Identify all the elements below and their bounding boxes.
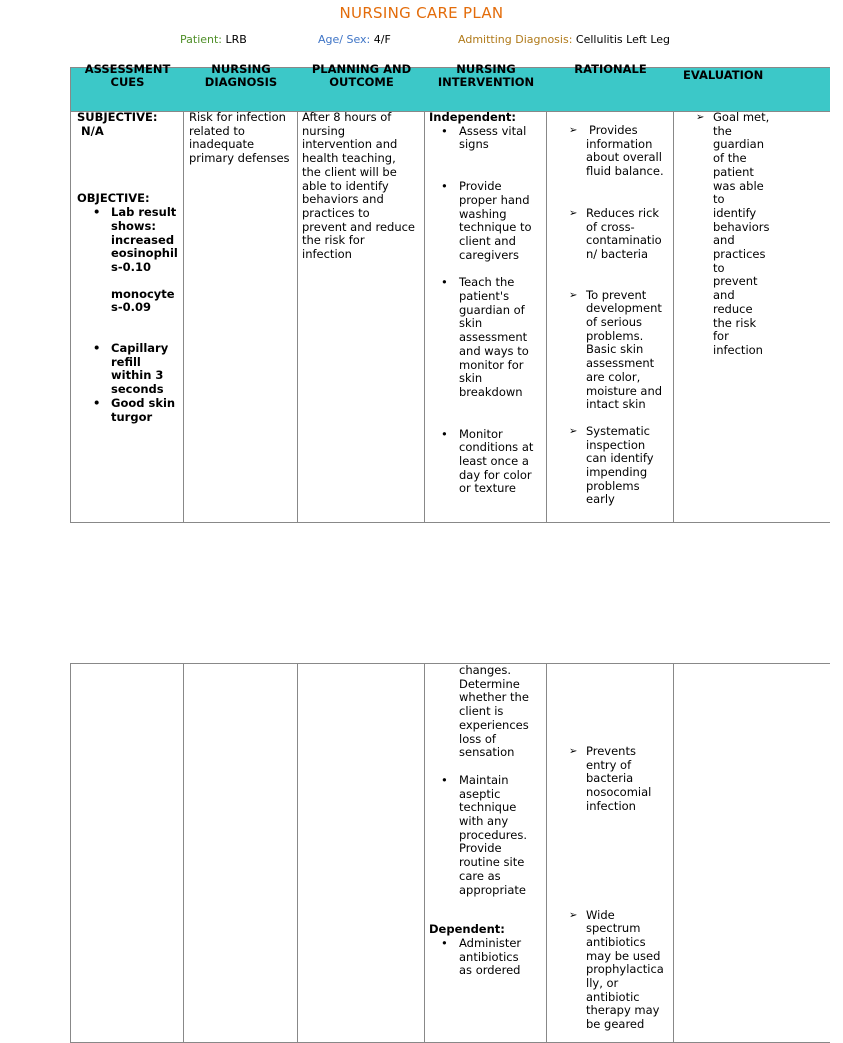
table-header-row xyxy=(71,62,830,112)
header-rationale: RATIONALE xyxy=(574,62,647,76)
patient-label: Patient: xyxy=(180,33,223,46)
list-item: • Administer antibiotics as ordered xyxy=(425,937,547,978)
care-plan-table-page-2 xyxy=(70,663,830,1043)
independent-label: Independent: xyxy=(429,110,517,124)
list-item: ➢ Goal met, the guardian of the patient was able to identify behaviors and practices to prevent and reduce the risk for infection xyxy=(696,111,776,358)
age-sex-label: Age/ Sex: xyxy=(318,33,371,46)
patient-value: LRB xyxy=(225,33,247,46)
admitting-diagnosis-info xyxy=(458,33,670,46)
list-item: ➢ Prevents entry of bacteria nosocomial infection xyxy=(569,745,673,909)
list-item: • Monitor conditions at least once a day for color or texture xyxy=(425,428,547,497)
patient-info xyxy=(180,33,247,46)
list-item: • Provide proper hand washing technique to client and caregivers xyxy=(425,180,547,276)
list-item: • Capillary refill within 3 seconds xyxy=(77,342,182,397)
header-evaluation: EVALUATION xyxy=(683,68,764,82)
assessment-cues-cell xyxy=(77,111,182,424)
rationale-list xyxy=(569,124,673,507)
rationale-continued-cell xyxy=(569,745,673,1032)
list-item: ➢ Wide spectrum antibiotics may be used prophylactica lly, or antibiotic therapy may be geared xyxy=(569,909,673,1032)
header-nursing-intervention: NURSING INTERVENTION xyxy=(437,62,535,89)
nursing-intervention-continued-cell xyxy=(429,664,547,978)
evaluation-cell xyxy=(696,111,776,358)
objective-list xyxy=(77,206,182,424)
care-plan-table-page-1 xyxy=(70,62,830,523)
list-item: ➢ Provides information about overall fluid balance. xyxy=(569,124,673,207)
header-planning-outcome: PLANNING AND OUTCOME xyxy=(311,62,412,89)
rationale-cell xyxy=(569,124,673,507)
dependent-intervention-list xyxy=(425,937,547,978)
intervention-list-continued xyxy=(425,664,547,923)
dependent-label: Dependent: xyxy=(429,922,505,937)
age-sex-info xyxy=(318,33,391,46)
evaluation-list xyxy=(696,111,776,358)
list-item: • Lab result shows: increased eosinophil s-0.10 monocyte s-0.09 xyxy=(77,206,182,342)
subjective-label: SUBJECTIVE: xyxy=(77,110,158,124)
list-item: ➢ Reduces rick of cross- contaminatio n/ bacteria xyxy=(569,207,673,289)
list-item: changes. Determine whether the client is experiences loss of sensation xyxy=(459,663,529,760)
age-sex-value: 4/F xyxy=(373,33,391,46)
list-item: • Assess vital signs xyxy=(425,125,547,180)
list-item: • Maintain aseptic technique with any procedures. Provide routine site care as appropriate xyxy=(425,774,547,923)
list-item: ➢ Systematic inspection can identify impending problems early xyxy=(569,425,673,507)
admitting-diagnosis-label: Admitting Diagnosis: xyxy=(458,33,573,46)
header-assessment-cues: ASSESSMENT CUES xyxy=(84,62,171,89)
subjective-value: N/A xyxy=(81,123,104,138)
header-nursing-diagnosis: NURSING DIAGNOSIS xyxy=(204,62,278,89)
intervention-list xyxy=(425,125,547,496)
list-item: ➢ To prevent development of serious problems. Basic skin assessment are color, moisture and intact skin xyxy=(569,289,673,425)
nursing-intervention-cell xyxy=(429,111,547,496)
list-item: • Teach the patient's guardian of skin assessment and ways to monitor for skin breakdown xyxy=(425,276,547,427)
page-title: NURSING CARE PLAN xyxy=(339,4,504,22)
rationale-list-continued xyxy=(569,745,673,1032)
objective-label: OBJECTIVE: xyxy=(77,191,150,206)
nursing-diagnosis-cell: Risk for infection related to inadequate primary defenses xyxy=(189,110,290,166)
planning-outcome-cell: After 8 hours of nursing intervention and health teaching, the client will be able to identify behaviors and practices to prevent and reduce the risk for infection xyxy=(302,110,416,262)
list-item: • Good skin turgor xyxy=(77,397,182,424)
admitting-diagnosis-value: Cellulitis Left Leg xyxy=(575,33,671,46)
